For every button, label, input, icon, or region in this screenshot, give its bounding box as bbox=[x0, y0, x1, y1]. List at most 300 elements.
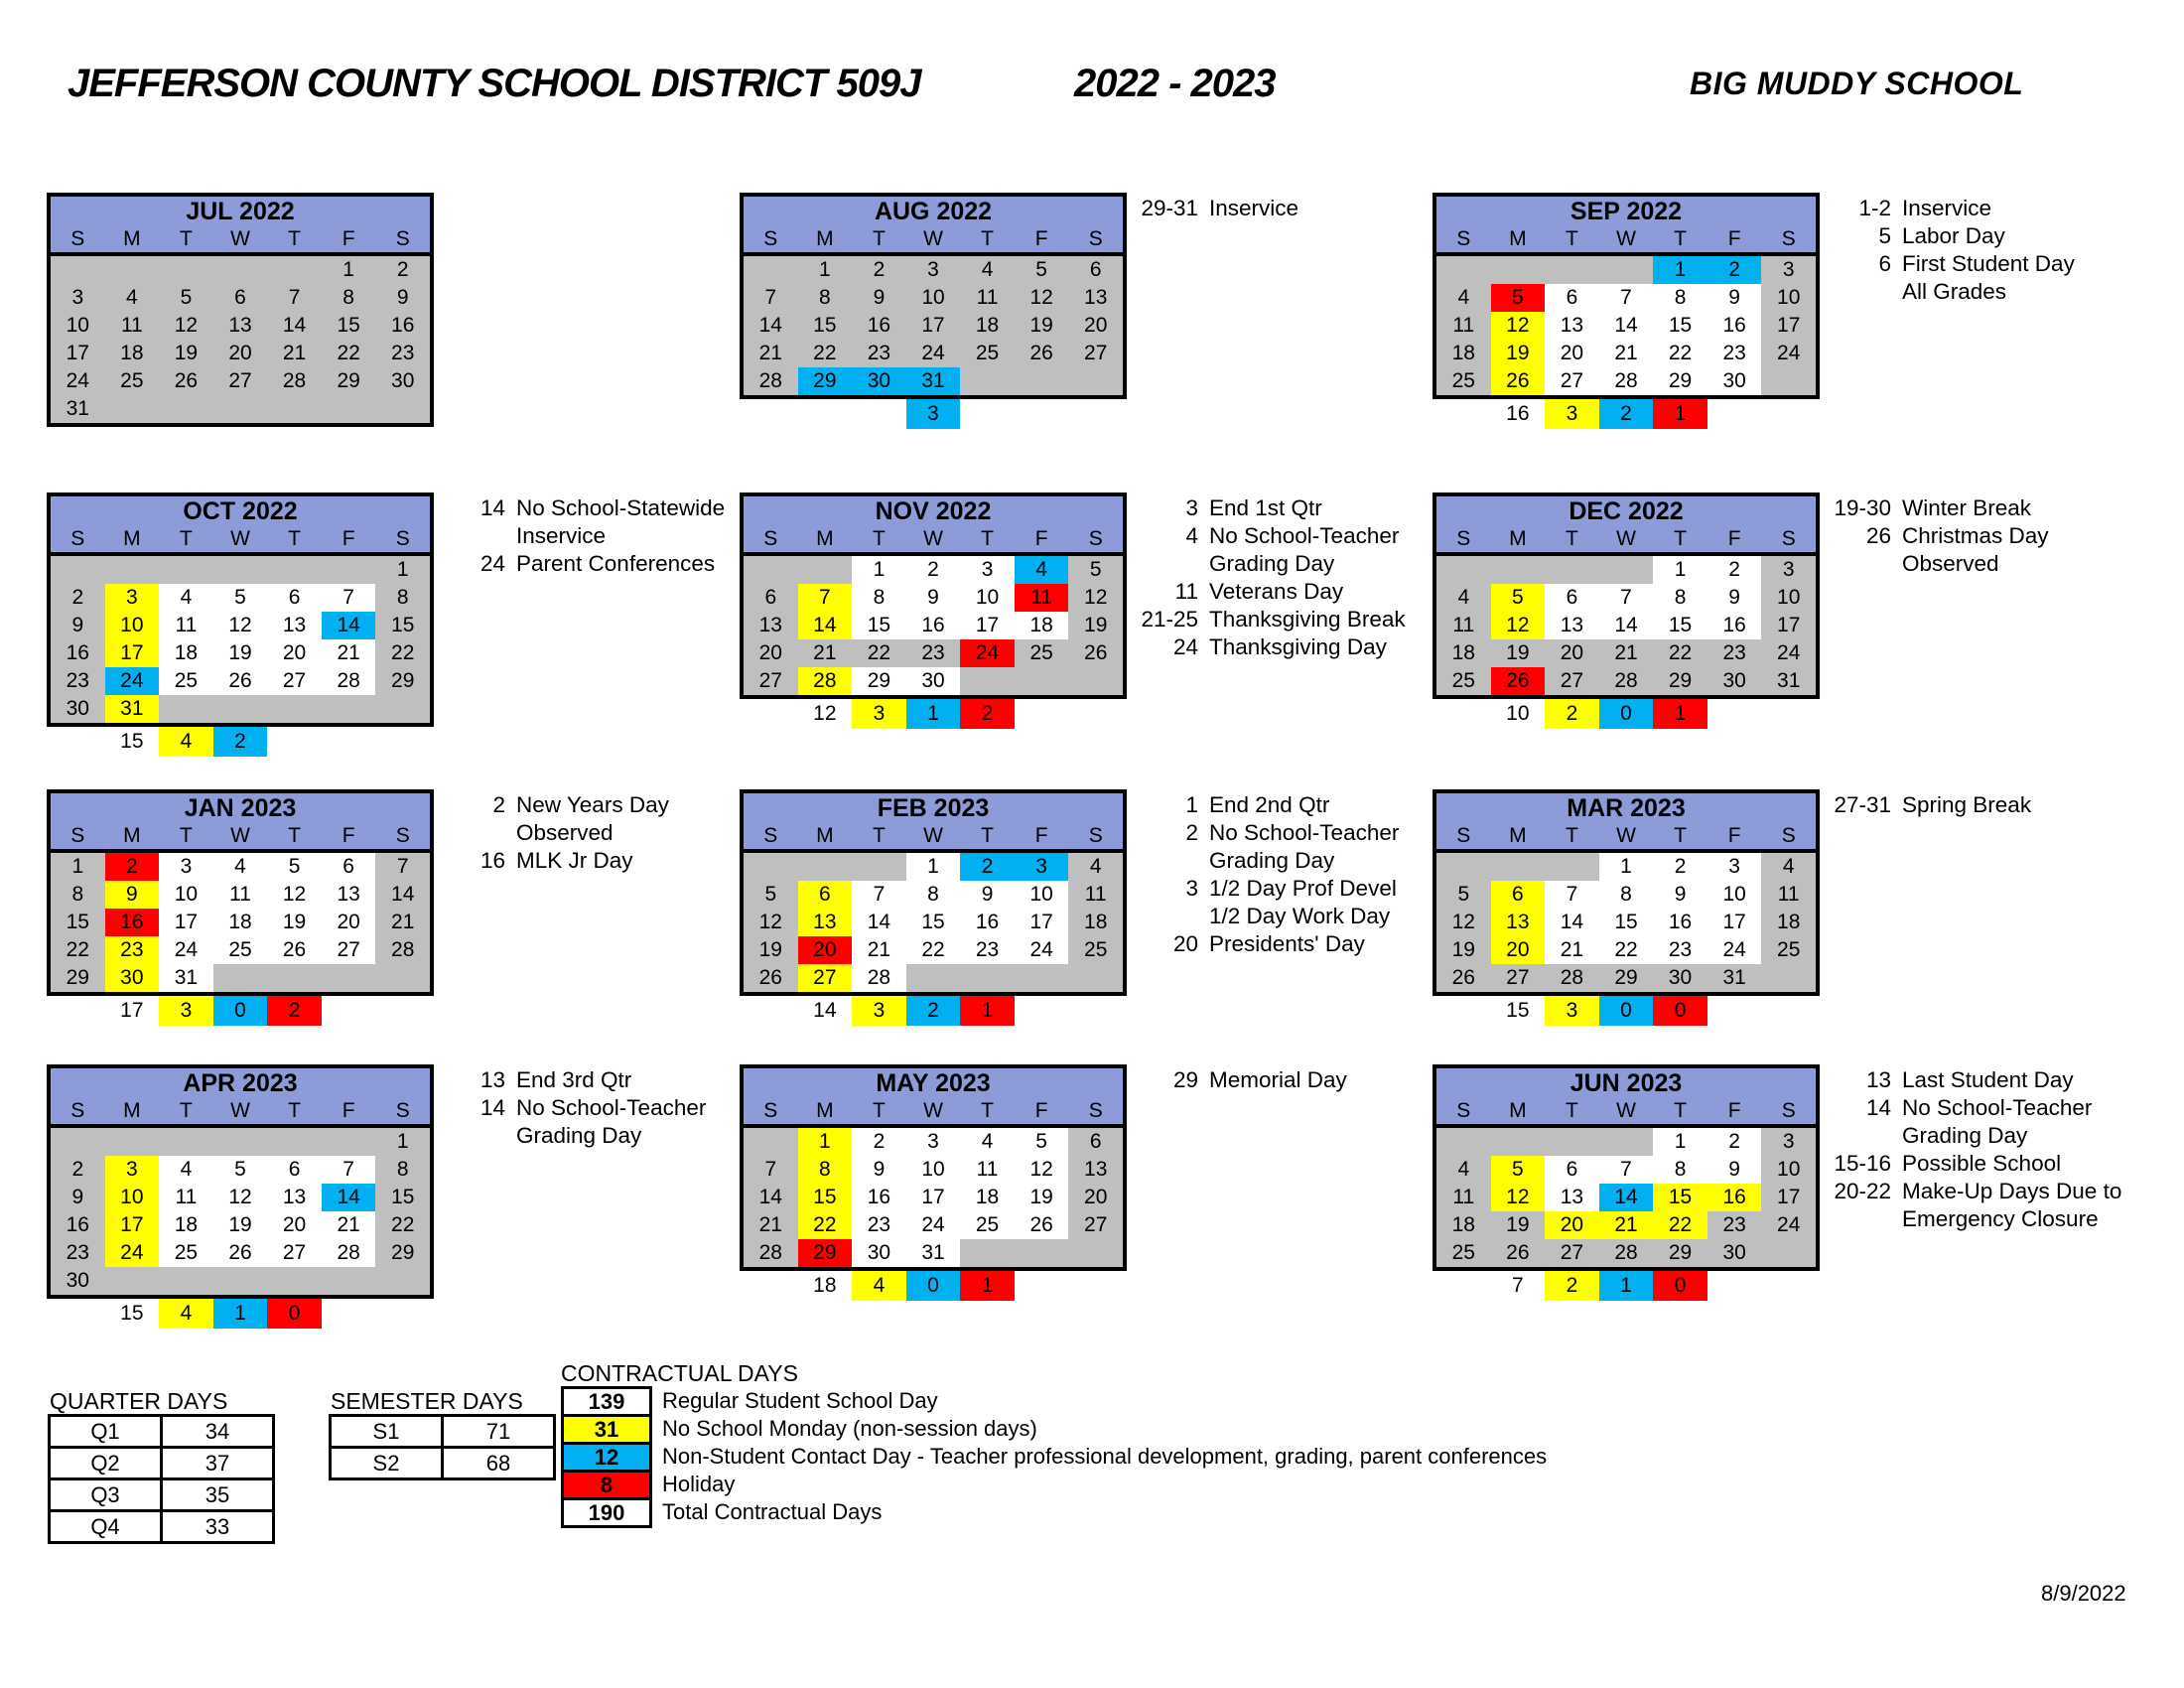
day-cell bbox=[960, 667, 1015, 695]
day-cell: 26 bbox=[1015, 340, 1069, 367]
annotation-date-ref: 6 bbox=[1878, 251, 1891, 276]
contractual-row bbox=[561, 1442, 1547, 1473]
day-cell: 24 bbox=[1015, 936, 1069, 964]
day-cell: 12 bbox=[744, 909, 798, 936]
day-cell: 6 bbox=[322, 853, 376, 881]
day-cell: 14 bbox=[1599, 312, 1654, 340]
annotation-date-ref: 1 bbox=[1185, 792, 1198, 817]
weekday-initial: S bbox=[1088, 527, 1103, 550]
day-cell: 16 bbox=[105, 909, 160, 936]
day-cell: 5 bbox=[213, 1156, 268, 1184]
day-cell: 31 bbox=[105, 695, 160, 723]
day-cell: 18 bbox=[960, 312, 1015, 340]
month-block bbox=[740, 1064, 1127, 1301]
summary-count-cell bbox=[1707, 1271, 1762, 1301]
day-cell: 13 bbox=[1545, 1184, 1599, 1211]
month-calendar bbox=[47, 789, 434, 996]
calendar-week-row bbox=[744, 881, 1123, 909]
annotation-text: No School-Statewide bbox=[516, 495, 726, 520]
day-cell: 9 bbox=[51, 1184, 105, 1211]
day-cell: 3 bbox=[1761, 256, 1816, 284]
summary-count-cell bbox=[51, 727, 105, 757]
calendar-week-row bbox=[51, 964, 430, 992]
annotation-date-ref: 26 bbox=[1865, 523, 1891, 548]
annotation-row bbox=[1828, 1178, 2121, 1205]
weekday-initial: M bbox=[1509, 527, 1527, 550]
day-cell: 10 bbox=[105, 1184, 160, 1211]
annotation-date-ref bbox=[1828, 1205, 1902, 1233]
day-cell: 7 bbox=[375, 853, 430, 881]
day-cell: 21 bbox=[744, 340, 798, 367]
summary-count-cell: 15 bbox=[120, 1302, 144, 1325]
day-cell: 4 bbox=[159, 584, 213, 612]
day-cell: 21 bbox=[375, 909, 430, 936]
month-annotations bbox=[442, 494, 725, 578]
summary-count-cell: 1 bbox=[1653, 399, 1707, 429]
day-cell bbox=[267, 1267, 322, 1295]
summary-count-cell: 3 bbox=[852, 996, 906, 1026]
day-cell: 22 bbox=[375, 639, 430, 667]
day-cell: 14 bbox=[375, 881, 430, 909]
summary-count-cell: 4 bbox=[852, 1271, 906, 1301]
annotation-row bbox=[442, 1094, 706, 1122]
day-cell: 11 bbox=[159, 1184, 213, 1211]
summary-count-cell bbox=[798, 399, 853, 429]
day-cell: 24 bbox=[1707, 936, 1762, 964]
calendar-week-row bbox=[51, 1184, 430, 1211]
calendar-week-row bbox=[1436, 367, 1816, 395]
revision-date: 8/9/2022 bbox=[2041, 1581, 2126, 1606]
day-cell bbox=[375, 395, 430, 423]
day-cell: 20 bbox=[322, 909, 376, 936]
day-cell: 14 bbox=[744, 312, 798, 340]
weekday-initial: S bbox=[1088, 227, 1103, 250]
day-cell: 23 bbox=[1707, 340, 1762, 367]
day-cell: 17 bbox=[906, 1184, 961, 1211]
day-cell: 6 bbox=[744, 584, 798, 612]
day-cell: 29 bbox=[1653, 367, 1707, 395]
day-cell: 16 bbox=[1707, 1184, 1762, 1211]
day-cell: 23 bbox=[51, 667, 105, 695]
day-cell bbox=[1436, 256, 1491, 284]
annotation-text: Presidents' Day bbox=[1209, 931, 1365, 956]
day-cell: 8 bbox=[906, 881, 961, 909]
summary-count-cell: 0 bbox=[1653, 996, 1707, 1026]
day-cell: 2 bbox=[852, 256, 906, 284]
day-cell: 17 bbox=[1015, 909, 1069, 936]
weekday-initial: W bbox=[1616, 1099, 1636, 1122]
calendar-week-row bbox=[1436, 639, 1816, 667]
quarter-row-value: 34 bbox=[162, 1416, 274, 1448]
weekday-initial: M bbox=[816, 527, 834, 550]
contractual-row bbox=[561, 1470, 1547, 1500]
calendar-week-row bbox=[744, 367, 1123, 395]
month-summary-row bbox=[744, 399, 1123, 429]
summary-count-cell: 0 bbox=[267, 1299, 322, 1329]
semester-row-label: S1 bbox=[331, 1416, 443, 1448]
weekday-initial: W bbox=[1616, 824, 1636, 847]
month-title: MAR 2023 bbox=[1436, 793, 1816, 823]
day-cell: 10 bbox=[906, 1156, 961, 1184]
month-summary-row bbox=[1436, 699, 1816, 729]
annotation-text: Inservice bbox=[516, 523, 607, 548]
day-cell: 7 bbox=[267, 284, 322, 312]
day-cell bbox=[1599, 556, 1654, 584]
weekday-initial: T bbox=[180, 527, 193, 550]
weekday-initial: T bbox=[1566, 527, 1578, 550]
calendar-week-row bbox=[51, 853, 430, 881]
day-cell bbox=[1599, 256, 1654, 284]
day-cell bbox=[213, 695, 268, 723]
annotation-row bbox=[1135, 875, 1399, 903]
summary-count-cell bbox=[960, 399, 1015, 429]
day-cell: 24 bbox=[960, 639, 1015, 667]
day-cell: 3 bbox=[1707, 853, 1762, 881]
day-cell: 30 bbox=[1707, 367, 1762, 395]
day-cell: 24 bbox=[105, 1239, 160, 1267]
day-cell: 20 bbox=[213, 340, 268, 367]
summary-count-cell: 0 bbox=[1599, 996, 1654, 1026]
day-cell bbox=[267, 964, 322, 992]
day-cell: 1 bbox=[322, 256, 376, 284]
day-cell: 9 bbox=[906, 584, 961, 612]
month-block bbox=[1433, 1064, 1820, 1301]
month-block bbox=[1433, 789, 1820, 1026]
day-cell: 6 bbox=[1545, 284, 1599, 312]
month-summary-row bbox=[51, 727, 430, 757]
annotation-row bbox=[1828, 222, 2075, 250]
weekday-initial: S bbox=[763, 824, 778, 847]
day-cell: 31 bbox=[1707, 964, 1762, 992]
month-title: APR 2023 bbox=[51, 1068, 430, 1098]
day-cell: 29 bbox=[375, 667, 430, 695]
day-cell bbox=[322, 1267, 376, 1295]
calendar-week-row bbox=[51, 881, 430, 909]
quarter-days-table bbox=[48, 1414, 275, 1544]
day-cell: 16 bbox=[51, 1211, 105, 1239]
day-cell bbox=[375, 695, 430, 723]
day-cell bbox=[906, 964, 961, 992]
weekday-initial: T bbox=[1674, 824, 1687, 847]
weekday-initial: T bbox=[981, 1099, 994, 1122]
day-cell: 11 bbox=[1761, 881, 1816, 909]
day-cell bbox=[1761, 1239, 1816, 1267]
calendar-week-row bbox=[51, 936, 430, 964]
day-cell: 22 bbox=[375, 1211, 430, 1239]
weekday-initial: F bbox=[341, 527, 355, 550]
day-cell bbox=[105, 1267, 160, 1295]
month-calendar bbox=[740, 1064, 1127, 1271]
day-cell: 25 bbox=[960, 340, 1015, 367]
day-cell: 3 bbox=[906, 256, 961, 284]
day-cell: 19 bbox=[159, 340, 213, 367]
weekday-initial: S bbox=[1456, 227, 1471, 250]
day-cell: 27 bbox=[267, 1239, 322, 1267]
day-cell: 10 bbox=[1761, 1156, 1816, 1184]
day-cell: 21 bbox=[267, 340, 322, 367]
month-summary-row bbox=[1436, 399, 1816, 429]
annotation-row bbox=[1135, 930, 1399, 958]
weekday-initial: S bbox=[70, 227, 85, 250]
annotation-text: Last Student Day bbox=[1902, 1067, 2074, 1092]
annotation-text: No School-Teacher bbox=[1209, 820, 1400, 845]
annotation-text: Emergency Closure bbox=[1902, 1206, 2099, 1231]
summary-count-cell: 3 bbox=[1545, 996, 1599, 1026]
month-annotations bbox=[1828, 791, 2031, 819]
quarter-row-value: 35 bbox=[162, 1479, 274, 1511]
day-cell: 12 bbox=[267, 881, 322, 909]
day-cell: 23 bbox=[375, 340, 430, 367]
day-cell: 11 bbox=[1015, 584, 1069, 612]
calendar-week-row bbox=[1436, 284, 1816, 312]
annotation-row bbox=[1828, 522, 2049, 550]
quarter-row-label: Q1 bbox=[50, 1416, 162, 1448]
day-cell: 8 bbox=[1599, 881, 1654, 909]
weekday-initial: S bbox=[763, 1099, 778, 1122]
weekday-header-row bbox=[51, 226, 430, 256]
calendar-week-row bbox=[1436, 853, 1816, 881]
annotation-text: End 2nd Qtr bbox=[1209, 792, 1330, 817]
summary-count-cell: 16 bbox=[1506, 402, 1530, 425]
day-cell bbox=[1545, 853, 1599, 881]
weekday-initial: S bbox=[1781, 824, 1796, 847]
day-cell bbox=[213, 1267, 268, 1295]
day-cell: 5 bbox=[744, 881, 798, 909]
summary-count-cell bbox=[322, 1299, 376, 1329]
summary-count-cell bbox=[375, 727, 430, 757]
day-cell bbox=[213, 1128, 268, 1156]
calendar-week-row bbox=[1436, 312, 1816, 340]
day-cell: 27 bbox=[1068, 340, 1123, 367]
weekday-initial: F bbox=[1727, 1099, 1741, 1122]
annotation-text: Grading Day bbox=[1902, 1123, 2028, 1148]
day-cell bbox=[744, 556, 798, 584]
day-cell: 26 bbox=[213, 667, 268, 695]
day-cell: 20 bbox=[798, 936, 853, 964]
summary-count-cell bbox=[1068, 1271, 1123, 1301]
day-cell bbox=[960, 964, 1015, 992]
day-cell bbox=[744, 853, 798, 881]
weekday-initial: W bbox=[230, 527, 250, 550]
day-cell: 8 bbox=[1653, 584, 1707, 612]
day-cell: 30 bbox=[906, 667, 961, 695]
day-cell: 7 bbox=[1599, 284, 1654, 312]
day-cell: 8 bbox=[798, 1156, 853, 1184]
day-cell: 27 bbox=[1545, 367, 1599, 395]
weekday-initial: S bbox=[1456, 527, 1471, 550]
weekday-initial: S bbox=[1456, 824, 1471, 847]
day-cell: 2 bbox=[51, 1156, 105, 1184]
day-cell: 22 bbox=[906, 936, 961, 964]
day-cell bbox=[1015, 1239, 1069, 1267]
summary-count-cell bbox=[1015, 399, 1069, 429]
annotation-text: Observed bbox=[516, 820, 614, 845]
annotation-text: Grading Day bbox=[1209, 848, 1335, 873]
summary-count-cell bbox=[1068, 996, 1123, 1026]
weekday-initial: T bbox=[873, 227, 886, 250]
day-cell: 5 bbox=[267, 853, 322, 881]
annotation-date-ref: 27-31 bbox=[1834, 792, 1891, 817]
annotation-date-ref: 14 bbox=[1865, 1095, 1891, 1120]
day-cell: 1 bbox=[375, 556, 430, 584]
day-cell: 2 bbox=[906, 556, 961, 584]
weekday-header-row bbox=[51, 1098, 430, 1128]
weekday-header-row bbox=[744, 1098, 1123, 1128]
day-cell: 15 bbox=[322, 312, 376, 340]
day-cell: 29 bbox=[1653, 1239, 1707, 1267]
day-cell: 15 bbox=[1599, 909, 1654, 936]
day-cell: 6 bbox=[1545, 1156, 1599, 1184]
annotation-text: MLK Jr Day bbox=[516, 848, 633, 873]
month-summary-row bbox=[1436, 1271, 1816, 1301]
day-cell: 2 bbox=[1707, 556, 1762, 584]
day-cell: 29 bbox=[798, 1239, 853, 1267]
calendar-week-row bbox=[51, 639, 430, 667]
annotation-date-ref bbox=[1828, 1122, 1902, 1150]
weekday-initial: F bbox=[341, 824, 355, 847]
annotation-row bbox=[1828, 1122, 2121, 1150]
day-cell bbox=[1491, 556, 1546, 584]
day-cell: 13 bbox=[322, 881, 376, 909]
weekday-initial: T bbox=[180, 824, 193, 847]
weekday-initial: T bbox=[1674, 227, 1687, 250]
day-cell: 22 bbox=[322, 340, 376, 367]
day-cell: 16 bbox=[375, 312, 430, 340]
day-cell: 7 bbox=[744, 1156, 798, 1184]
day-cell: 6 bbox=[1491, 881, 1546, 909]
calendar-week-row bbox=[1436, 556, 1816, 584]
annotation-date-ref: 13 bbox=[1865, 1067, 1891, 1092]
day-cell: 4 bbox=[159, 1156, 213, 1184]
weekday-initial: S bbox=[1781, 227, 1796, 250]
weekday-initial: T bbox=[873, 1099, 886, 1122]
annotation-row bbox=[1828, 1205, 2121, 1233]
day-cell: 22 bbox=[1653, 639, 1707, 667]
day-cell: 8 bbox=[375, 584, 430, 612]
day-cell bbox=[51, 556, 105, 584]
semester-row-value: 71 bbox=[443, 1416, 555, 1448]
day-cell: 13 bbox=[213, 312, 268, 340]
day-cell: 1 bbox=[51, 853, 105, 881]
weekday-initial: S bbox=[1456, 1099, 1471, 1122]
day-cell bbox=[213, 256, 268, 284]
annotation-date-ref: 19-30 bbox=[1834, 495, 1891, 520]
weekday-initial: T bbox=[873, 527, 886, 550]
day-cell: 12 bbox=[213, 612, 268, 639]
month-calendar bbox=[47, 492, 434, 727]
day-cell: 9 bbox=[960, 881, 1015, 909]
day-cell: 22 bbox=[1599, 936, 1654, 964]
day-cell bbox=[375, 1267, 430, 1295]
day-cell: 1 bbox=[1653, 1128, 1707, 1156]
day-cell: 14 bbox=[1545, 909, 1599, 936]
day-cell: 1 bbox=[906, 853, 961, 881]
weekday-initial: F bbox=[1727, 824, 1741, 847]
day-cell bbox=[1761, 964, 1816, 992]
annotation-text: Christmas Day bbox=[1902, 523, 2049, 548]
month-block bbox=[47, 789, 434, 1026]
day-cell: 28 bbox=[375, 936, 430, 964]
day-cell: 27 bbox=[1491, 964, 1546, 992]
day-cell: 4 bbox=[1068, 853, 1123, 881]
summary-count-cell: 0 bbox=[1599, 699, 1654, 729]
contractual-row bbox=[561, 1497, 1547, 1528]
day-cell bbox=[960, 367, 1015, 395]
month-title: JAN 2023 bbox=[51, 793, 430, 823]
quarter-days-title: QUARTER DAYS bbox=[50, 1388, 228, 1414]
weekday-initial: F bbox=[1034, 527, 1048, 550]
annotation-text: Grading Day bbox=[1209, 551, 1335, 576]
calendar-week-row bbox=[51, 556, 430, 584]
summary-count-cell bbox=[1707, 699, 1762, 729]
contractual-days-title: CONTRACTUAL DAYS bbox=[561, 1360, 798, 1386]
day-cell bbox=[1015, 667, 1069, 695]
calendar-week-row bbox=[744, 556, 1123, 584]
day-cell: 8 bbox=[375, 1156, 430, 1184]
summary-count-cell: 0 bbox=[1653, 1271, 1707, 1301]
day-cell: 30 bbox=[852, 1239, 906, 1267]
annotation-date-ref: 3 bbox=[1185, 495, 1198, 520]
day-cell: 27 bbox=[213, 367, 268, 395]
day-cell: 22 bbox=[1653, 1211, 1707, 1239]
calendar-week-row bbox=[744, 909, 1123, 936]
day-cell: 24 bbox=[1761, 639, 1816, 667]
weekday-initial: S bbox=[70, 1099, 85, 1122]
weekday-header-row bbox=[744, 823, 1123, 853]
day-cell bbox=[1068, 964, 1123, 992]
month-annotations bbox=[442, 1066, 706, 1150]
day-cell: 8 bbox=[1653, 1156, 1707, 1184]
day-cell: 26 bbox=[1491, 1239, 1546, 1267]
day-cell: 14 bbox=[1599, 1184, 1654, 1211]
annotation-row bbox=[1828, 1094, 2121, 1122]
calendar-week-row bbox=[744, 612, 1123, 639]
semester-row bbox=[331, 1448, 555, 1479]
month-calendar bbox=[1433, 1064, 1820, 1271]
summary-count-cell: 4 bbox=[159, 727, 213, 757]
month-summary-row bbox=[744, 996, 1123, 1026]
summary-count-cell bbox=[375, 996, 430, 1026]
month-summary-row bbox=[744, 699, 1123, 729]
weekday-initial: W bbox=[1616, 227, 1636, 250]
day-cell: 6 bbox=[1068, 1128, 1123, 1156]
annotation-row bbox=[442, 847, 669, 875]
day-cell: 26 bbox=[1068, 639, 1123, 667]
weekday-header-row bbox=[51, 823, 430, 853]
calendar-week-row bbox=[51, 367, 430, 395]
calendar-week-row bbox=[51, 1239, 430, 1267]
semester-days-title: SEMESTER DAYS bbox=[331, 1388, 523, 1414]
summary-count-cell: 0 bbox=[213, 996, 268, 1026]
calendar-week-row bbox=[51, 667, 430, 695]
day-cell: 10 bbox=[906, 284, 961, 312]
weekday-initial: T bbox=[288, 1099, 301, 1122]
day-cell: 4 bbox=[1436, 584, 1491, 612]
summary-count-cell bbox=[267, 727, 322, 757]
day-cell: 10 bbox=[159, 881, 213, 909]
calendar-week-row bbox=[51, 584, 430, 612]
day-cell bbox=[267, 695, 322, 723]
day-cell: 12 bbox=[213, 1184, 268, 1211]
day-cell bbox=[322, 695, 376, 723]
summary-count-cell: 15 bbox=[1506, 999, 1530, 1022]
weekday-header-row bbox=[744, 526, 1123, 556]
annotation-text: New Years Day bbox=[516, 792, 669, 817]
weekday-initial: S bbox=[395, 527, 410, 550]
calendar-week-row bbox=[744, 284, 1123, 312]
month-calendar bbox=[740, 193, 1127, 399]
annotation-date-ref: 3 bbox=[1185, 876, 1198, 901]
